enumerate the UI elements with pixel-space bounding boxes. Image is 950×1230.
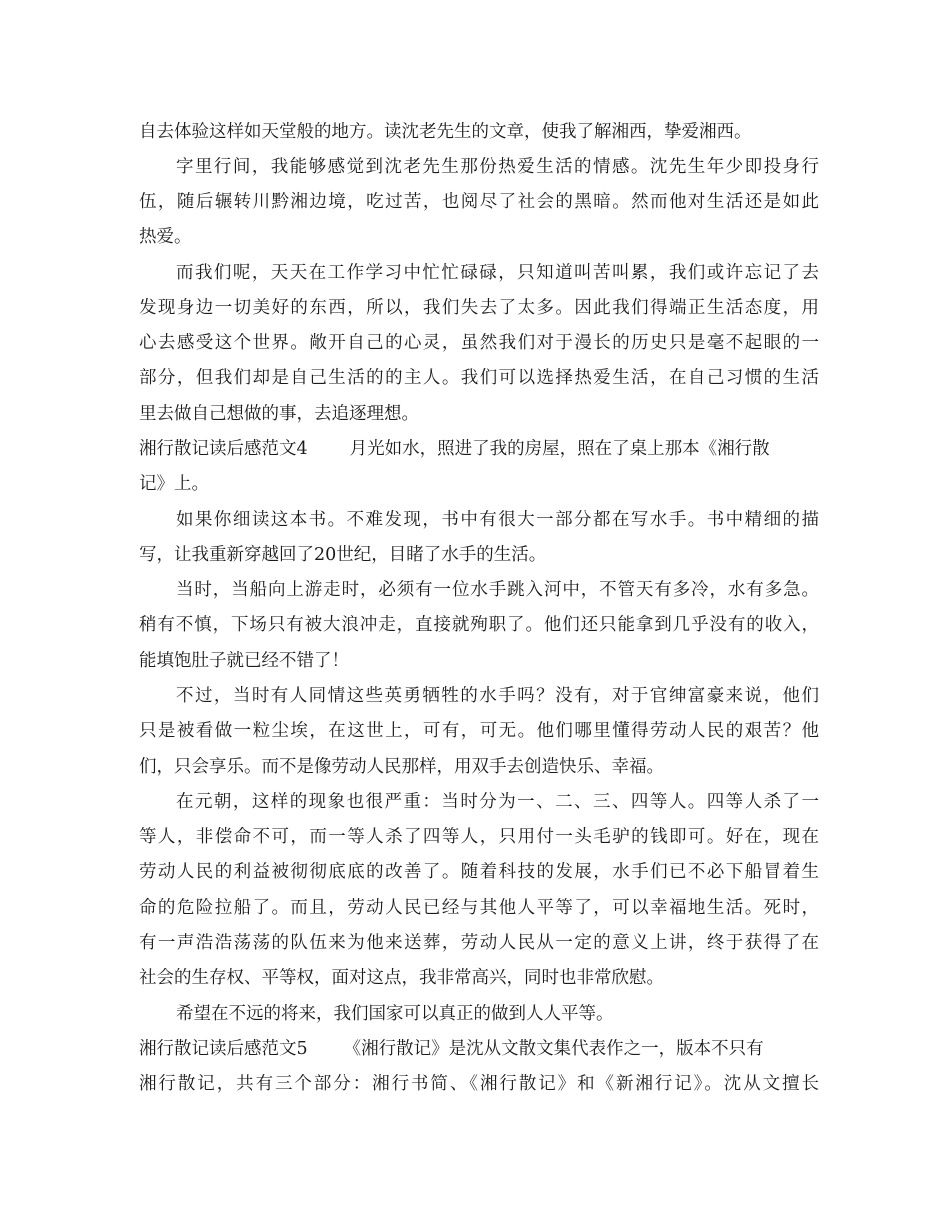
paragraph-start: 不过，当时有人同情这些英勇牺牲的水手吗？没有，对于官绅富豪来说，他们 bbox=[176, 686, 819, 706]
text-line: 们，只会享乐。而不是像劳动人民那样，用双手去创造快乐、幸福。 bbox=[139, 757, 664, 777]
text-line: 心去感受这个世界。敞开自己的心灵，虽然我们对于漫长的历史只是毫不起眼的一 bbox=[139, 333, 819, 353]
paragraph-start: 在元朝，这样的现象也很严重：当时分为一、二、三、四等人。四等人杀了一 bbox=[176, 792, 819, 812]
text-line: 发现身边一切美好的东西，所以，我们失去了太多。因此我们得端正生活态度，用 bbox=[139, 298, 819, 318]
text-line: 湘行散记，共有三个部分：湘行书简、《湘行散记》和《新湘行记》。沈从文擅长 bbox=[139, 1074, 819, 1094]
paragraph-start: 字里行间，我能够感觉到沈老先生那份热爱生活的情感。沈先生年少即投身行 bbox=[176, 157, 819, 177]
text-line: 等人，非偿命不可，而一等人杀了四等人，只用付一头毛驴的钱即可。好在，现在 bbox=[139, 827, 819, 847]
section-5-intro: 《湘行散记》是沈从文散文集代表作之一，版本不只有 bbox=[343, 1039, 764, 1059]
text-line: 命的危险拉船了。而且，劳动人民已经与其他人平等了，可以幸福地生活。死时， bbox=[139, 898, 819, 918]
text-line: 社会的生存权、平等权，面对这点，我非常高兴，同时也非常欣慰。 bbox=[139, 968, 664, 988]
text-line: 劳动人民的利益被彻彻底底的改善了。随着科技的发展，水手们已不必下船冒着生 bbox=[139, 862, 819, 882]
text-line: 部分，但我们却是自己生活的的主人。我们可以选择热爱生活，在自己习惯的生活 bbox=[139, 368, 819, 388]
text-line: 能填饱肚子就已经不错了！ bbox=[139, 651, 349, 671]
text-line: 写，让我重新穿越回了20世纪，目睹了水手的生活。 bbox=[139, 545, 547, 565]
text-line: 只是被看做一粒尘埃，在这世上，可有，可无。他们哪里懂得劳动人民的艰苦？他 bbox=[139, 721, 819, 741]
paragraph-start: 如果你细读这本书。不难发现，书中有很大一部分都在写水手。书中精细的描 bbox=[176, 510, 819, 530]
section-heading-5-line bbox=[139, 1038, 819, 1060]
paragraph-start: 希望在不远的将来，我们国家可以真正的做到人人平等。 bbox=[176, 1004, 614, 1024]
text-line: 热爱。 bbox=[139, 227, 192, 247]
text-line: 自去体验这样如天堂般的地方。读沈老先生的文章，使我了解湘西，挚爱湘西。 bbox=[139, 122, 752, 142]
paragraph-start: 当时，当船向上游走时，必须有一位水手跳入河中，不管天有多冷，水有多急。 bbox=[176, 580, 819, 600]
section-heading-5: 湘行散记读后感范文5 bbox=[139, 1039, 308, 1059]
text-line: 伍，随后辗转川黔湘边境，吃过苦，也阅尽了社会的黑暗。然而他对生活还是如此 bbox=[139, 192, 819, 212]
text-line: 稍有不慎，下场只有被大浪冲走，直接就殉职了。他们还只能拿到几乎没有的收入， bbox=[139, 615, 819, 635]
text-line: 记》上。 bbox=[139, 474, 209, 494]
text-line: 有一声浩浩荡荡的队伍来为他来送葬，劳动人民从一定的意义上讲，终于获得了在 bbox=[139, 933, 819, 953]
text-line: 里去做自己想做的事，去追逐理想。 bbox=[139, 404, 419, 424]
section-4-intro: 月光如水，照进了我的房屋，照在了桌上那本《湘行散 bbox=[349, 439, 770, 459]
section-heading-4-line bbox=[139, 438, 819, 460]
paragraph-start: 而我们呢，天天在工作学习中忙忙碌碌，只知道叫苦叫累，我们或许忘记了去 bbox=[176, 263, 819, 283]
section-heading-4: 湘行散记读后感范文4 bbox=[139, 439, 308, 459]
